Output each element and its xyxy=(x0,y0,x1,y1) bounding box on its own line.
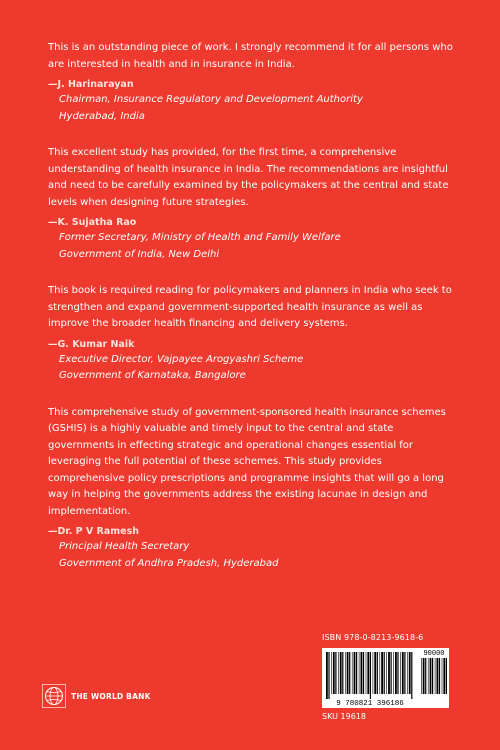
endorser-location: Hyderabad, India xyxy=(59,110,145,122)
publisher-logo xyxy=(42,684,151,708)
endorser-title: Principal Health Secretary xyxy=(59,541,190,552)
endorsement-attribution xyxy=(48,215,460,263)
endorser-name: —Dr. P V Ramesh xyxy=(48,526,140,537)
barcode-graphic xyxy=(322,648,449,708)
barcode xyxy=(322,648,449,708)
endorsement-quote: This book is required reading for policymakers and planners in India who seek to strengthen and expand government-supported health insurance as well as improve the broader health financing and delivery systems. xyxy=(48,285,452,329)
endorser-location: Government of Karnataka, Bangalore xyxy=(59,370,246,381)
endorsement-quote: This is an outstanding piece of work. I strongly recommend it for all persons who are interested in health and in insurance in India. xyxy=(48,42,453,70)
price-code: 90000 xyxy=(423,650,445,658)
endorsement-attribution xyxy=(48,77,460,125)
barcode-digits: 9 780821 396186 xyxy=(336,700,404,708)
endorsement-attribution xyxy=(48,337,460,385)
isbn-label: ISBN 978-0-8213-9618-6 xyxy=(322,633,424,642)
endorser-location: Government of Andhra Pradesh, Hyderabad xyxy=(59,557,279,569)
globe-logo-icon xyxy=(42,684,66,708)
endorser-title: Former Secretary, Ministry of Health and Family Welfare xyxy=(59,232,341,243)
endorser-location: Government of India, New Delhi xyxy=(59,248,220,260)
endorsement-1 xyxy=(48,40,460,125)
endorsement-4 xyxy=(48,405,460,573)
endorsement-3 xyxy=(48,283,460,385)
endorser-title: Executive Director, Vajpayee Arogyashri Scheme xyxy=(59,353,304,365)
endorsement-attribution xyxy=(48,524,460,572)
endorsement-quote: This comprehensive study of government-sponsored health insurance schemes (GSHIS) is a highly valuable and timely input to the central and state governments in effecting strategic and operational changes essential for leveraging the full potential of these schemes. This study provides comprehensive policy prescriptions and programme insights that will go a long way in helping the governments address the existing lacunae in design and implementation. xyxy=(48,406,446,517)
endorser-title: Chairman, Insurance Regulatory and Development Authority xyxy=(59,94,363,105)
sku-label: SKU 19618 xyxy=(322,712,366,721)
endorser-name: —K. Sujatha Rao xyxy=(48,217,137,228)
publisher-name: THE WORLD BANK xyxy=(71,691,151,701)
endorser-name: —J. Harinarayan xyxy=(48,79,134,90)
endorsements xyxy=(48,40,460,592)
endorser-name: —G. Kumar Naik xyxy=(48,338,135,350)
endorsement-2 xyxy=(48,145,460,263)
endorsement-quote: This excellent study has provided, for the first time, a comprehensive understanding of health insurance in India. The recommendations are insightful and need to be carefully examined by the policymakers at the central and state levels when designing future strategies. xyxy=(48,147,449,208)
